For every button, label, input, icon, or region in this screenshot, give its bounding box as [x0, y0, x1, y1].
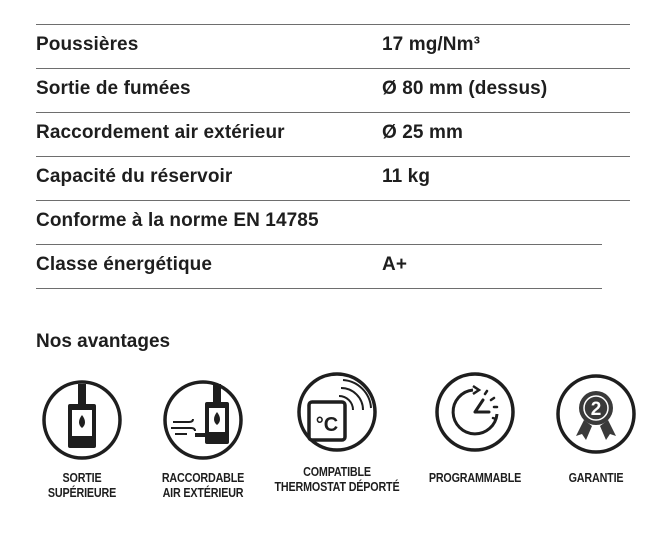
- advantage-caption: [151, 471, 254, 501]
- warranty-glyph: 2: [590, 399, 602, 420]
- advantage-caption: [273, 465, 402, 495]
- advantage-caption: [419, 471, 531, 486]
- advantage-caption: [553, 471, 639, 486]
- caption-line: RACCORDABLE: [161, 471, 245, 485]
- spec-value: Ø 80 mm (dessus): [382, 78, 548, 99]
- programmable-clock-icon: [433, 370, 517, 454]
- caption-line: SORTIE: [62, 471, 102, 485]
- caption-line: GARANTIE: [568, 471, 624, 485]
- spec-value: Ø 25 mm: [382, 122, 463, 143]
- caption-line: PROGRAMMABLE: [428, 471, 522, 485]
- spec-value: 17 mg/Nm³: [382, 34, 481, 55]
- spec-label: Conforme à la norme EN 14785: [36, 210, 319, 231]
- caption-line: THERMOSTAT DÉPORTÉ: [274, 480, 400, 494]
- spec-label: Sortie de fumées: [36, 78, 191, 99]
- spec-label: Classe énergétique: [36, 254, 213, 275]
- caption-line: SUPÉRIEURE: [47, 486, 117, 500]
- spec-label: Capacité du réservoir: [36, 166, 233, 187]
- caption-line: COMPATIBLE: [303, 465, 371, 479]
- spec-value: A+: [382, 254, 408, 275]
- outside-air-stove-icon: [161, 378, 245, 462]
- thermostat-glyph: °C: [315, 414, 339, 436]
- spec-label: Poussières: [36, 34, 139, 55]
- advantage-caption: [30, 471, 133, 501]
- thermostat-icon: [295, 370, 379, 454]
- advantages-title: Nos avantages: [36, 331, 171, 352]
- top-exhaust-stove-icon: [40, 378, 124, 462]
- warranty-medal-icon: [554, 372, 638, 456]
- spec-value: 11 kg: [382, 166, 431, 187]
- spec-label: Raccordement air extérieur: [36, 122, 285, 143]
- caption-line: AIR EXTÉRIEUR: [162, 486, 244, 500]
